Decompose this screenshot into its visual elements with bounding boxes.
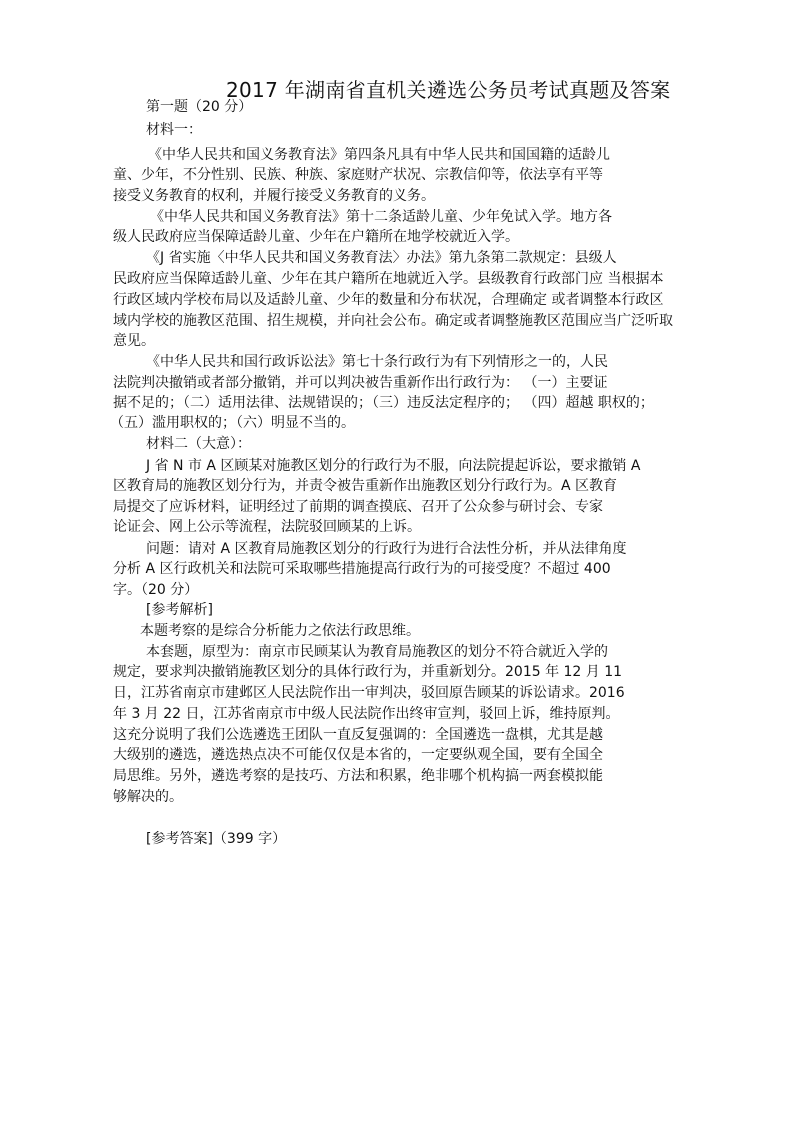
paragraph-line: 行政区域内学校布局以及适龄儿童、少年的数量和分布状况，合理确定 或者调整本行政区 [113, 292, 664, 308]
paragraph-line: 区教育局的施教区划分行为，并责令被告重新作出施教区划分行政行为。A 区教育 [113, 478, 618, 494]
paragraph-line: 局思维。另外，遴选考察的是技巧、方法和积累，绝非哪个机构搞一两套模拟能 [113, 768, 603, 784]
paragraph-line: 级人民政府应当保障适龄儿童、少年在户籍所在地学校就近入学。 [113, 229, 519, 245]
paragraph-line: 材料二（大意）： [146, 436, 251, 452]
paragraph-line: 《J 省实施〈中华人民共和国义务教育法〉办法》第九条第二款规定：县级人 [146, 250, 617, 266]
paragraph-line: 分析 A 区行政机关和法院可采取哪些措施提高行政行为的可接受度？不超过 400 [113, 561, 611, 577]
paragraph-line: 论证会、网上公示等流程，法院驳回顾某的上诉。 [113, 519, 421, 535]
paragraph-line: 据不足的；（二）适用法律、法规错误的；（三）违反法定程序的； （四）超越 职权的； [113, 395, 654, 411]
paragraph-line: 域内学校的施教区范围、招生规模，并向社会公布。确定或者调整施教区范围应当广泛听取 [113, 313, 673, 329]
paragraph-line: 大级别的遴选，遴选热点决不可能仅仅是本省的，一定要纵观全国，要有全国全 [113, 747, 603, 763]
paragraph-line: 本套题，原型为：南京市民顾某认为教育局施教区的划分不符合就近入学的 [146, 644, 608, 660]
paragraph-line: 法院判决撤销或者部分撤销，并可以判决被告重新作出行政行为： （一）主要证 [113, 375, 608, 391]
paragraph-line: 规定，要求判决撤销施教区划分的具体行政行为，并重新划分。2015 年 12 月 11 [113, 664, 623, 680]
paragraph-line: 材料一： [146, 122, 202, 138]
section-label: [参考解析] [146, 602, 213, 618]
paragraph-line: 《中华人民共和国义务教育法》第四条凡具有中华人民共和国国籍的适龄儿 [148, 147, 610, 163]
paragraph-line: 日，江苏省南京市建邺区人民法院作出一审判决，驳回原告顾某的诉讼请求。2016 [113, 685, 625, 701]
paragraph-line: 局提交了应诉材料，证明经过了前期的调查摸底、召开了公众参与研讨会、专家 [113, 499, 603, 515]
paragraph-line: 接受义务教育的权利，并履行接受义务教育的义务。 [113, 188, 435, 204]
paragraph-line: 《中华人民共和国行政诉讼法》第七十条行政行为有下列情形之一的，人民 [146, 354, 608, 370]
paragraph-line: 《中华人民共和国义务教育法》第十二条适龄儿童、少年免试入学。地方各 [150, 209, 612, 225]
paragraph-line: 够解决的。 [113, 789, 183, 805]
paragraph-line: 字。（20 分） [113, 582, 199, 598]
paragraph-line: 问题：请对 A 区教育局施教区划分的行政行为进行合法性分析，并从法律角度 [146, 541, 627, 557]
paragraph-line: 这充分说明了我们公选遴选王团队一直反复强调的：全国遴选一盘棋，尤其是越 [113, 727, 603, 743]
question-heading: 第一题（20 分） [146, 99, 253, 115]
paragraph-line: 年 3 月 22 日，江苏省南京市中级人民法院作出终审宣判，驳回上诉，维持原判。 [113, 706, 620, 722]
paragraph-line: （五）滥用职权的；（六）明显不当的。 [110, 415, 355, 431]
paragraph-line: 本题考察的是综合分析能力之依法行政思维。 [140, 623, 420, 639]
paragraph-line: J 省 N 市 A 区顾某对施教区划分的行政行为不服，向法院提起诉讼，要求撤销 A [146, 458, 641, 474]
section-label: [参考答案]（399 字） [146, 831, 287, 847]
paragraph-line: 意见。 [113, 333, 155, 349]
document-title: 2017 年湖南省直机关遴选公务员考试真题及答案 [226, 78, 671, 102]
paragraph-line: 童、少年，不分性别、民族、种族、家庭财产状况、宗教信仰等，依法享有平等 [113, 167, 603, 183]
paragraph-line: 民政府应当保障适龄儿童、少年在其户籍所在地就近入学。县级教育行政部门应 当根据本 [113, 271, 664, 287]
